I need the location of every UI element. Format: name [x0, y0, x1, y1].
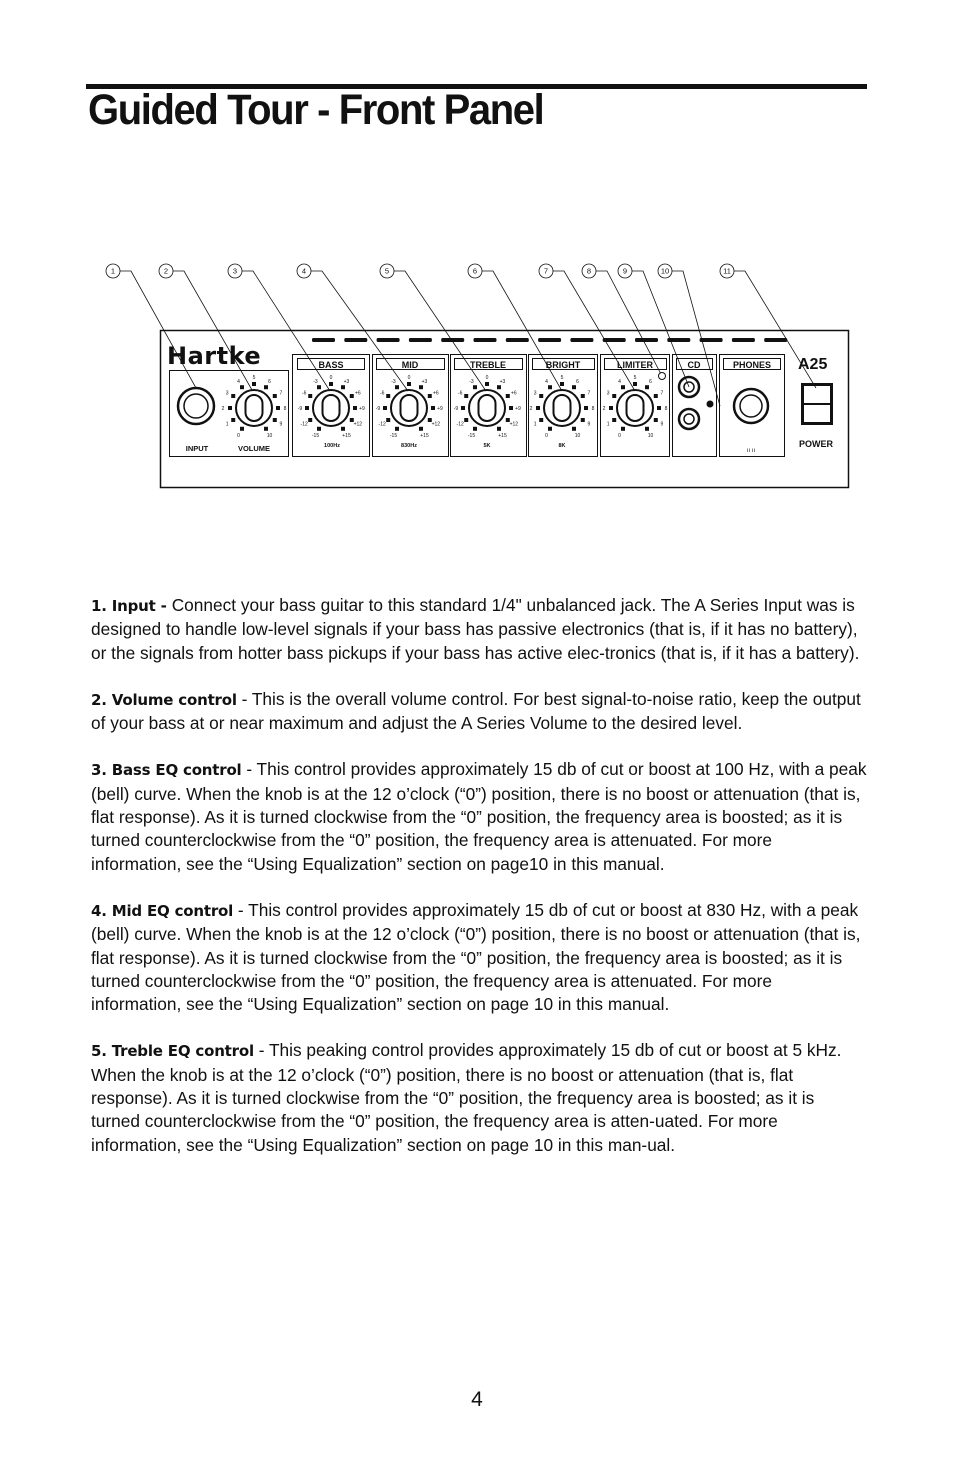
scale-label: 0 [485, 375, 489, 381]
volume-label: VOLUME [237, 444, 271, 453]
power-label: POWER [798, 439, 834, 449]
section-bass-eq [91, 758, 867, 875]
scale-tick [386, 394, 390, 398]
scale-tick [645, 385, 649, 389]
scale-label: +6 [432, 390, 439, 397]
section-label: 4. Mid EQ control [91, 901, 234, 920]
scale-label: 5 [633, 375, 637, 381]
scale-label: 5 [252, 375, 256, 381]
scale-label: 1 [533, 421, 537, 428]
scale-tick [609, 406, 613, 410]
scale-tick [419, 427, 423, 431]
scale-tick [353, 406, 357, 410]
scale-label: +15 [498, 432, 507, 439]
scale-label: +12 [431, 421, 441, 428]
scale-label: 4 [545, 379, 548, 386]
section-volume [91, 688, 867, 736]
bass-label: BASS [318, 360, 344, 370]
scale-tick [645, 427, 649, 431]
scale-label: -9 [375, 406, 381, 412]
scale-tick [621, 385, 625, 389]
scale-label: -15 [389, 432, 398, 439]
scale-tick [231, 394, 235, 398]
scale-label: -6 [301, 390, 307, 397]
callout-number: 7 [543, 266, 549, 276]
section-text: Connect your bass guitar to this standard 1/4" unbalanced jack. The A Series Input was is designed to handle low-level signals if your bass has passive electronics (that is, if it has no battery), or the signals from hotter bass pickups if your bass has active elec-tronics (that is, if it has a battery). [91, 595, 860, 663]
scale-tick [240, 385, 244, 389]
input-label: INPUT [185, 444, 209, 453]
scale-tick [383, 406, 387, 410]
section-text: - This control provides approximately 15 db of cut or boost at 830 Hz, with a peak (bell) curve. When the knob is at the 12 o’clock (“0”) position, there is no boost or attenuation (that is, flat response). As it is turned clockwise from the “0” position, the frequency area is boosted; as it is turned counterclockwise from the “0” position, the frequency area is attenuated. For more information, see the “Using Equalization” section on page 10 in this manual. [91, 899, 861, 1015]
section-label: 2. Volume control [91, 690, 237, 709]
scale-tick [461, 406, 465, 410]
section-text: - This control provides approximately 15 db of cut or boost at 100 Hz, with a peak (bell) curve. When the knob is at the 12 o’clock (“0”) position, there is no boost or attenuation (that is, flat response). As it is turned clockwise from the “0” position, the frequency area is boosted; as it is turned counterclockwise from the “0” position, the frequency area is attenuated. For more information, see the “Using Equalization” section on page10 in this manual. [91, 759, 867, 874]
scale-tick [350, 394, 354, 398]
vent-slot [732, 338, 755, 342]
callout-number: 2 [163, 266, 169, 276]
vent-slot [538, 338, 561, 342]
vent-slot [344, 338, 367, 342]
scale-tick [536, 406, 540, 410]
callout-number: 3 [232, 266, 238, 276]
vent-slot [409, 338, 432, 342]
scale-label: 3 [533, 390, 537, 397]
scale-label: -3 [469, 379, 474, 386]
bass-freq-label: 100Hz [324, 443, 340, 449]
scale-label: 0 [329, 375, 333, 381]
scale-label: 0 [407, 375, 411, 381]
scale-label: +3 [421, 379, 428, 386]
scale-tick [273, 394, 277, 398]
scale-label: 6 [649, 379, 652, 386]
scale-tick [657, 406, 661, 410]
cd-indicator-dot [707, 401, 714, 408]
scale-tick [621, 427, 625, 431]
scale-label: -9 [453, 406, 459, 412]
vent-slot [764, 338, 787, 342]
scale-label: 2 [529, 406, 533, 412]
model-label: A25 [798, 356, 828, 373]
vent-slots [312, 338, 787, 342]
scale-label: +9 [437, 406, 443, 412]
scale-tick [276, 406, 280, 410]
scale-label: +12 [509, 421, 519, 428]
scale-label: -9 [297, 406, 303, 412]
scale-label: +3 [343, 379, 350, 386]
scale-label: 6 [268, 379, 271, 386]
scale-label: 7 [279, 390, 283, 397]
scale-tick [407, 382, 411, 386]
callout-number: 8 [586, 266, 592, 276]
scale-label: 9 [660, 421, 664, 428]
scale-label: -3 [391, 379, 396, 386]
cd-label: CD [687, 360, 701, 370]
scale-label: 0 [618, 432, 621, 439]
description-body [91, 594, 867, 1180]
scale-tick [329, 382, 333, 386]
vent-slot [377, 338, 400, 342]
scale-label: 3 [225, 390, 229, 397]
scale-tick [317, 427, 321, 431]
scale-tick [497, 427, 501, 431]
scale-label: 8 [664, 406, 668, 412]
scale-label: -3 [313, 379, 318, 386]
scale-label: 0 [545, 432, 548, 439]
scale-tick [264, 427, 268, 431]
scale-tick [231, 418, 235, 422]
scale-label: 5 [560, 375, 564, 381]
scale-label: 10 [647, 432, 654, 439]
scale-tick [273, 418, 277, 422]
scale-tick [341, 385, 345, 389]
bright-label: BRIGHT [545, 360, 581, 370]
section-label: 5. Treble EQ control [91, 1042, 254, 1061]
scale-tick [548, 427, 552, 431]
phones-label: PHONES [732, 360, 772, 370]
scale-tick [548, 385, 552, 389]
scale-label: 8 [283, 406, 287, 412]
callout-number: 9 [622, 266, 628, 276]
vent-slot [700, 338, 723, 342]
callout-number: 10 [660, 266, 670, 276]
scale-label: 7 [660, 390, 664, 397]
scale-label: +6 [510, 390, 517, 397]
scale-tick [473, 385, 477, 389]
scale-tick [308, 394, 312, 398]
scale-tick [308, 418, 312, 422]
scale-label: -15 [311, 432, 320, 439]
scale-label: +6 [354, 390, 361, 397]
scale-label: 8 [591, 406, 595, 412]
scale-label: +9 [359, 406, 365, 412]
page-title: Guided Tour - Front Panel [88, 86, 544, 134]
callout-number: 4 [301, 266, 307, 276]
scale-label: +15 [420, 432, 429, 439]
scale-label: -6 [457, 390, 463, 397]
scale-label: 9 [279, 421, 283, 428]
callout-number: 5 [384, 266, 390, 276]
scale-tick [612, 394, 616, 398]
scale-tick [264, 385, 268, 389]
section-label: 1. Input - [91, 597, 172, 615]
scale-label: 2 [221, 406, 225, 412]
vent-slot [570, 338, 593, 342]
limiter-label: LIMITER [617, 360, 653, 370]
scale-tick [654, 418, 658, 422]
callout-number: 11 [723, 266, 731, 276]
vent-slot [506, 338, 529, 342]
scale-tick [341, 427, 345, 431]
mid-freq-label: 830Hz [401, 443, 417, 449]
vent-slot [635, 338, 658, 342]
scale-label: 0 [237, 432, 240, 439]
section-text: - This peaking control provides approximately 15 db of cut or boost at 5 kHz. When the knob is at the 12 o’clock (“0”) position, there is no boost or attenuation (that is, flat response). As it is turned clockwise from the “0” position, the frequency area is boosted; as it is turned counterclockwise from the “0” position, the frequency area is atten-uated. For more information, see the “Using Equalization” section on page 10 in this man-ual. [91, 1040, 842, 1155]
scale-tick [464, 418, 468, 422]
scale-label: 1 [225, 421, 229, 428]
scale-tick [581, 394, 585, 398]
scale-tick [539, 418, 543, 422]
section-input [91, 594, 867, 665]
scale-label: 3 [606, 390, 610, 397]
scale-tick [464, 394, 468, 398]
scale-tick [428, 394, 432, 398]
brand-logo: Hartke [167, 342, 262, 370]
limiter-led [659, 373, 666, 380]
scale-tick [572, 427, 576, 431]
callout-number: 6 [472, 266, 478, 276]
scale-tick [560, 382, 564, 386]
scale-tick [252, 382, 256, 386]
scale-label: -12 [456, 421, 464, 428]
mid-label: MID [401, 360, 419, 370]
scale-label: 10 [266, 432, 273, 439]
scale-label: +12 [353, 421, 363, 428]
scale-tick [509, 406, 513, 410]
scale-label: 2 [602, 406, 606, 412]
treble-label: TREBLE [470, 360, 506, 370]
scale-tick [473, 427, 477, 431]
scale-label: -6 [379, 390, 385, 397]
scale-label: 9 [587, 421, 591, 428]
scale-tick [572, 385, 576, 389]
scale-tick [633, 382, 637, 386]
front-panel-diagram [100, 258, 860, 494]
vent-slot [603, 338, 626, 342]
scale-label: 4 [237, 379, 240, 386]
scale-tick [485, 382, 489, 386]
scale-tick [395, 427, 399, 431]
phones-icon: ıı ıı [746, 448, 756, 454]
section-treble-eq [91, 1039, 867, 1156]
bright-freq-label: 8K [558, 443, 566, 449]
scale-tick [395, 385, 399, 389]
scale-label: +3 [499, 379, 506, 386]
scale-tick [539, 394, 543, 398]
section-label: 3. Bass EQ control [91, 761, 242, 780]
vent-slot [312, 338, 335, 342]
scale-tick [431, 406, 435, 410]
vent-slot [474, 338, 497, 342]
section-text: - This is the overall volume control. For best signal-to-noise ratio, keep the output of your bass at or near maximum and adjust the A Series Volume to the desired level. [91, 688, 861, 734]
section-mid-eq [91, 899, 867, 1016]
scale-tick [497, 385, 501, 389]
scale-tick [240, 427, 244, 431]
scale-label: +15 [342, 432, 351, 439]
scale-tick [228, 406, 232, 410]
scale-tick [506, 394, 510, 398]
scale-tick [317, 385, 321, 389]
page-number: 4 [471, 1388, 483, 1411]
treble-freq-label: 5K [483, 443, 491, 449]
scale-tick [305, 406, 309, 410]
callout-number: 1 [110, 266, 116, 276]
scale-label: 1 [606, 421, 610, 428]
scale-label: 10 [574, 432, 581, 439]
scale-label: -15 [467, 432, 476, 439]
scale-label: -12 [300, 421, 308, 428]
scale-tick [581, 418, 585, 422]
scale-label: 6 [576, 379, 579, 386]
scale-tick [654, 394, 658, 398]
scale-tick [386, 418, 390, 422]
scale-label: -12 [378, 421, 386, 428]
scale-tick [612, 418, 616, 422]
scale-tick [419, 385, 423, 389]
scale-label: 7 [587, 390, 591, 397]
scale-tick [584, 406, 588, 410]
scale-label: +9 [515, 406, 521, 412]
scale-label: 4 [618, 379, 621, 386]
